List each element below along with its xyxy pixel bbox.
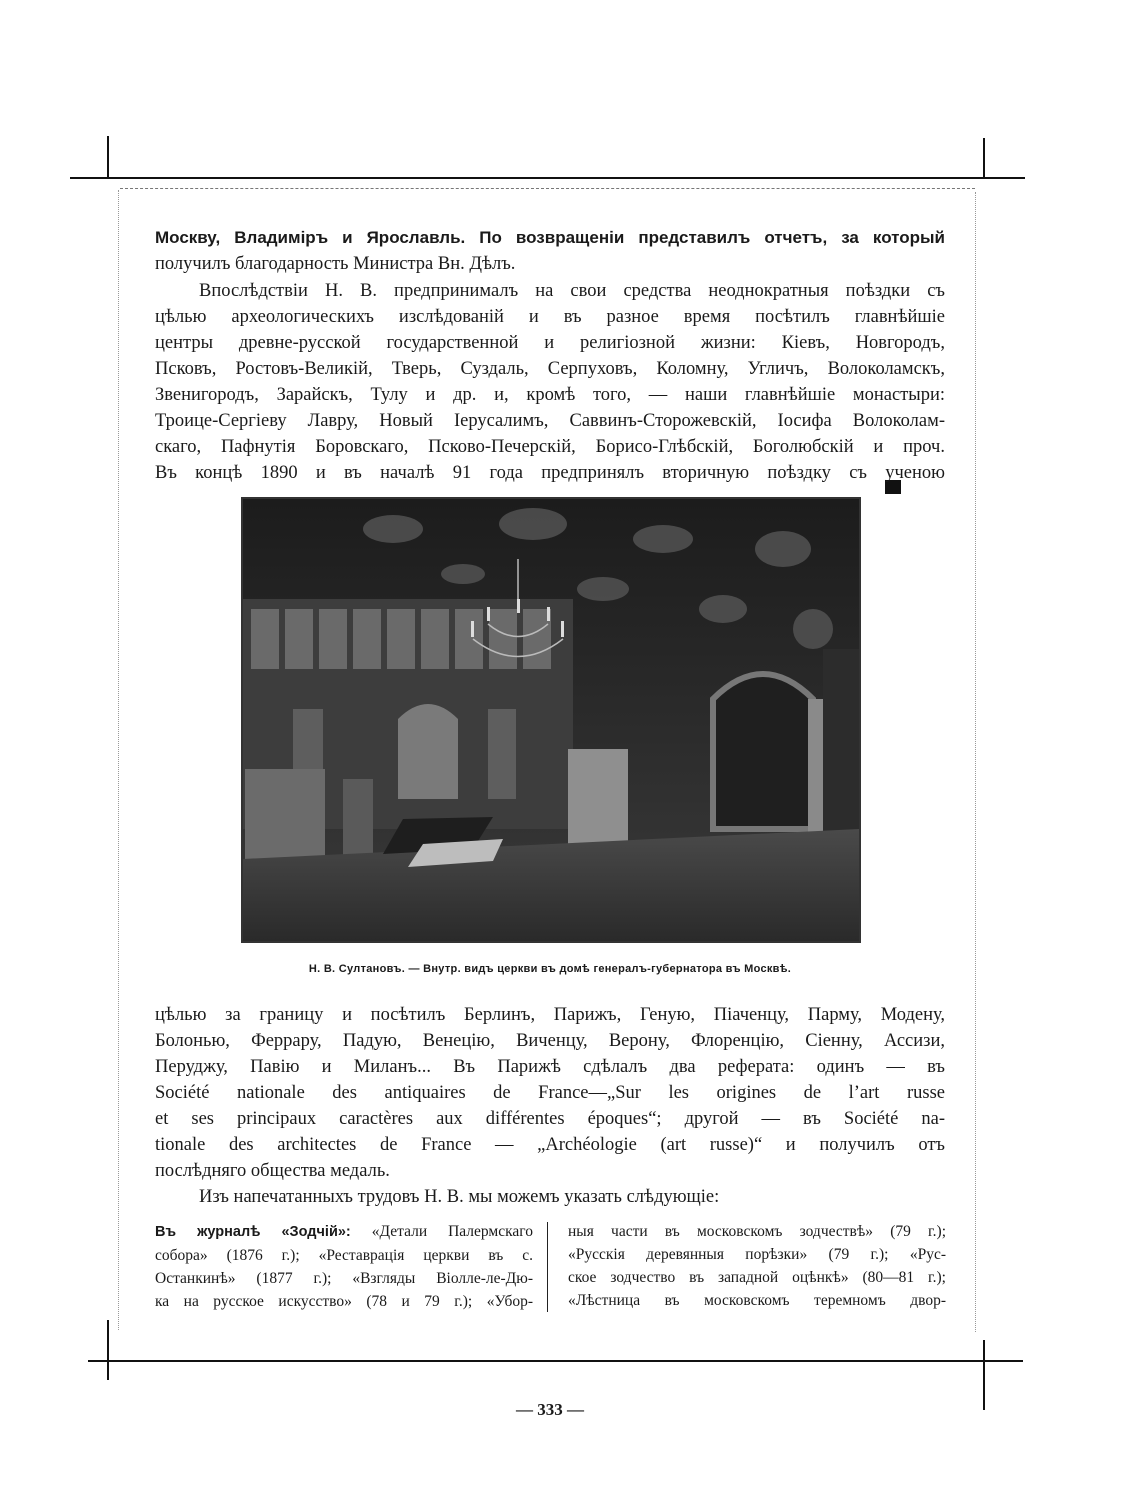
column-divider (547, 1222, 548, 1312)
text-line: Псковъ, Ростовъ-Великій, Тверь, Суздаль, Серпуховъ, Коломну, Угличъ, Волоколамскъ, (155, 359, 945, 379)
paragraph-2 (155, 278, 945, 486)
paragraph-3 (155, 1002, 945, 1158)
text-line: Впослѣдствіи Н. В. предпринималъ на свои средства неоднократныя поѣздки съ (199, 281, 945, 301)
photo-illustration (243, 499, 859, 941)
text-line: Болонью, Феррару, Падую, Венецію, Виченцу, Верону, Флоренцію, Сіенну, Ассизи, (155, 1031, 945, 1051)
bibliography-left-column (155, 1220, 533, 1313)
bibliography-line: ское зодчество въ западной оцѣнкѣ» (80—81 г.); (568, 1269, 946, 1286)
bibliography-line: ка на русское искусство» (78 и 79 г.); «Убор- (155, 1293, 533, 1310)
bibliography-line: «Лѣстница въ московскомъ теремномъ двор- (568, 1292, 946, 1309)
text-line: скаго, Пафнутія Боровскаго, Псково-Печерскій, Борисо-Глѣбскій, Боголюбскій и проч. (155, 437, 945, 457)
text-line: Москву, Владиміръ и Ярославль. По возвращеніи представилъ отчетъ, за который (155, 228, 945, 247)
text-line: Société nationale des antiquaires de France—„Sur les origines de l’art russe (155, 1083, 945, 1103)
text-line: Звенигородъ, Зарайскъ, Тулу и др. и, кромѣ того, — наши главнѣйшіе монастыри: (155, 385, 945, 405)
bibliography-right-column (568, 1220, 946, 1312)
text-line: et ses principaux caractères aux différentes époques“; другой — въ Société na- (155, 1109, 945, 1129)
paragraph-1-end (155, 251, 945, 277)
text-line: Изъ напечатанныхъ трудовъ Н. В. мы можемъ указать слѣдующіе: (199, 1187, 720, 1207)
text-line: центры древне-русской государственной и религіозной жизни: Кіевъ, Новгородъ, (155, 333, 945, 353)
paragraph-4 (155, 1184, 945, 1210)
bibliography-line: собора» (1876 г.); «Реставрація церкви въ с. (155, 1247, 533, 1264)
text-line: Троице-Сергіеву Лавру, Новый Іерусалимъ, Саввинъ-Сторожевскій, Іосифа Волоколам- (155, 411, 945, 431)
text-line: цѣлью за границу и посѣтилъ Берлинъ, Парижъ, Геную, Піаченцу, Парму, Модену, (155, 1005, 945, 1025)
text-line: Въ концѣ 1890 и въ началѣ 91 года предпринялъ вторичную поѣздку съ ученою (155, 463, 945, 483)
text-line: послѣдняго общества медаль. (155, 1161, 390, 1181)
page-number: — 333 — (516, 1400, 584, 1419)
church-interior-photo (241, 497, 861, 943)
frame-left-top-rule (107, 136, 109, 178)
frame-left-dotted-rule (118, 190, 119, 1330)
frame-top-rule (70, 177, 1025, 179)
figure-caption: Н. В. Султановъ. — Внутр. видъ церкви въ домѣ генералъ-губернатора въ Москвѣ. (308, 963, 792, 975)
frame-left-bottom-rule (107, 1320, 109, 1380)
bibliography-line: ныя части въ московскомъ зодчествѣ» (79 г.); (568, 1223, 946, 1240)
text-line: получилъ благодарность Министра Вн. Дѣлъ. (155, 254, 516, 274)
frame-right-dotted-rule (975, 192, 976, 1332)
bibliography-line: «Русскія деревянныя порѣзки» (79 г.); «Рус- (568, 1246, 946, 1263)
bibliography-line: Останкинѣ» (1877 г.); «Взгляды Віолле-ле-Дю- (155, 1270, 533, 1287)
paragraph-1 (155, 225, 945, 251)
text-line: tionale des architectes de France — „Archéologie (art russe)“ и получилъ отъ (155, 1135, 945, 1155)
bibliography-text: «Детали Палермскаго (371, 1223, 533, 1240)
text-line: цѣлью археологическихъ изслѣдованій и въ разное время посѣтилъ главнѣйшіе (155, 307, 945, 327)
text-line: Перуджу, Павію и Миланъ... Въ Парижѣ сдѣлалъ два реферата: одинъ — въ (155, 1057, 945, 1077)
journal-title: Въ журналѣ «Зодчій»: (155, 1224, 351, 1240)
frame-top-dashed-rule (120, 188, 975, 189)
frame-right-top-rule (983, 138, 985, 178)
paragraph-3-end (155, 1158, 945, 1184)
bibliography-line (155, 1220, 533, 1244)
frame-bottom-rule (88, 1360, 1023, 1362)
